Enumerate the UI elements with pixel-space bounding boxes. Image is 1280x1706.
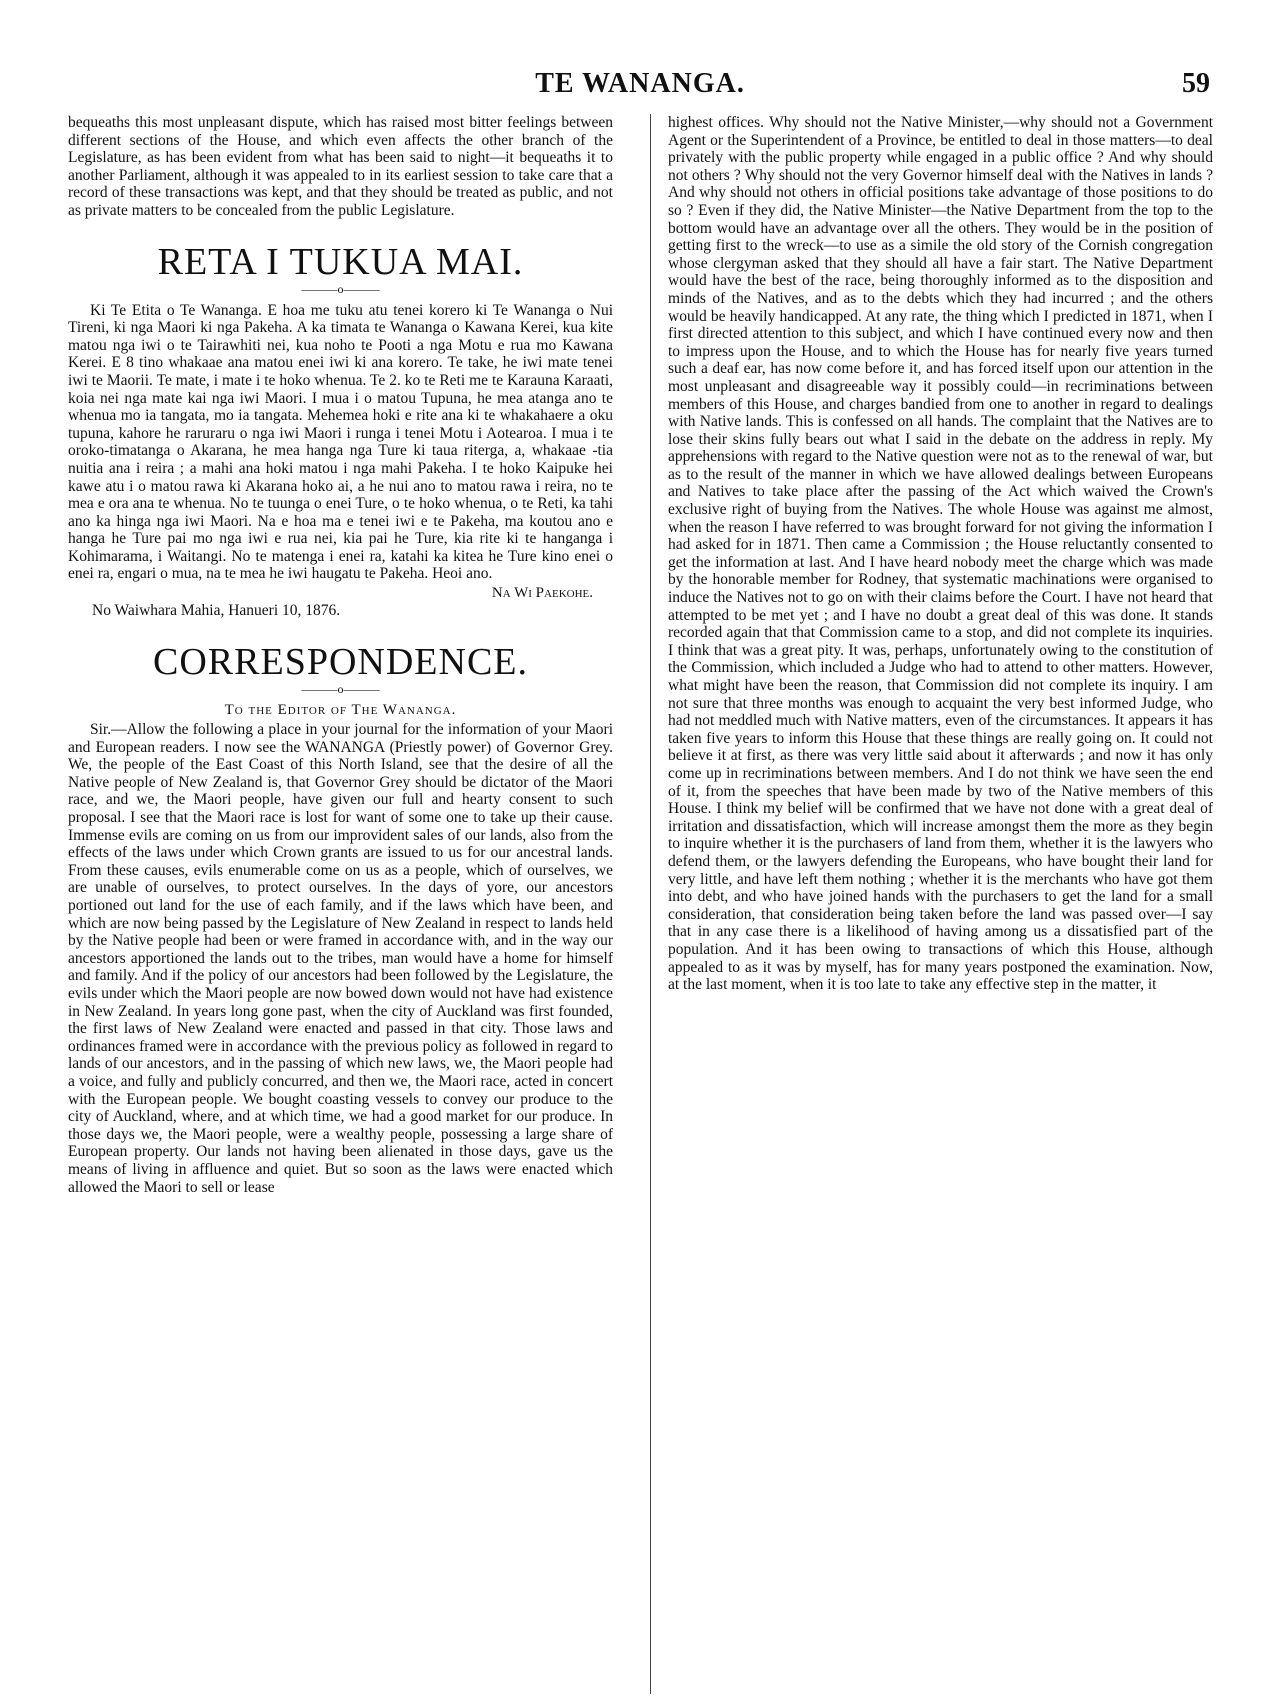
maori-letter-body: Ki Te Etita o Te Wananga. E hoa me tuku atu tenei korero ki Te Wananga o Nui Tireni, ki nga Maori ki nga Pakeha. A ka timata te Wananga o Kawana Kerei, kua kite matou nga iwi o te Tairawhiti nei, kua noho te Pooti a nga Motu e rua mo Kawana Kerei. E 8 tino whakaae ana matou enei iwi ki ana korero. Te take, he iwi mate tenei iwi te Maorii. Te mate, i mate i te hoko whenua. Te 2. ko te Reti me te Karauna Karaati, koia nei nga mate kai nga iwi Maori. I mua i o matou Tupuna, he mea atanga ano te whenua mo ia tangata, mo ia tangata. Mehemea hoki e rite ana ki te whakahaere a oku tupuna, kahore he raruraru o nga iwi Maori i runga i tenei Motu i Aotearoa. I mua i te oroko-timatanga o Akarana, he mea hanga nga Ture ki taua riterga, a, whakaae -tia nuitia ana i reira ; a mahi ana hoki matou i nga mahi Pakeha. I te hoko Kaipuke hei kawe atu i o matou rawa ki Akarana hoko ai, a he nui ano to matou rawa i reira, no te mea e ora ana te whenua. No te tuunga o enei Ture, o te hoko whenua, o te Reti, ka tahi ano ka hinga nga iwi Maori. Na e hoa ma e tenei iwi e te Pakeha, ma koutou ano e hanga he Ture pai mo nga iwi e rua nei, kia pai he Ture, kia rite ki te hanganga i Kohimarama, i Waitangi. No te matenga i enei ra, katahi ka kitea he Ture kino enei o enei ra, engari o mua, na te mea he iwi haugatu te Pakeha. Heoi ano. [68,301,613,583]
letter-signature: Na Wi Paekohe. [491,585,593,602]
title-ornament: ———o——— [301,682,380,697]
column-divider [650,114,651,1694]
speech-body: highest offices. Why should not the Native Minister,—why should not a Government Agent or the Superintendent of a Province, be entitled to deal in those matters—to deal privately with the public property while engaged in a public office ? And why should not others ? Why should not the very Governor himself deal with the Natives in lands ? And why should not others in official positions take advantage of those positions to do so ? Even if they did, the Native Minister—the Native Department from the top to the bottom would have an advantage over all the others. They would be in the position of getting first to the wreck—to use as a simile the old story of the Cornish congregation whose clergyman asked that they should all have a fair start. The Native Department would have the best of the race, being thoroughly informed as to the disposition and minds of the Natives, and as to the debts which they had incurred ; and the others would be heavily handicapped. At any rate, the thing which I predicted in 1871, when I first directed attention to this subject, and which I have continued every now and then to impress upon the House, and to which the House has for nearly five years turned such a deaf ear, has now come before it, and has forced itself upon our attention in the most unpleasant and disagreeable way it possibly could—in recriminations between members of this House, and charges bandied from one to another in regard to dealings with Native lands. This is confessed on all hands. The complaint that the Natives are to lose their skins fully bears out what I said in the debate on the address in reply. My apprehensions with regard to the Native question were not as to the renewal of war, but as to the result of the manner in which we have allowed dealings between Europeans and Natives to take place after the passing of the Act which waived the Crown's exclusive right of buying from the Natives. The whole House was against me almost, when the reason I have referred to was brought forward for not giving the information I had asked for in 1871. Then came a Commission ; the House reluctantly consented to get the information at last. And I have heard nobody meet the charge which was made by the honorable member for Rodney, that systematic machinations were organised to induce the Natives not to go on with their claims before the Court. I have not heard that attempted to be met yet ; and I have no doubt a great deal of this was done. It stands recorded again that that Commission came to a stop, and did not complete its inquiries. I think that was a great pity. It was, perhaps, unfortunately owing to the constitution of the Commission, which included a Judge who had to attend to other matters. However, what might have been the reason, that Commission did not complete its inquiry. I am not sure that three months was enough to acquaint the very best informed Judge, who had not meddled much with Native matters, even of the circumstances. It appears it has taken five years to inform this House that these things are really going on. It could not believe it at first, as there was very little said about it afterwards ; and now it has only come up in recriminations between members. And I do not think we have seen the end of it, from the speeches that have been made by two of the Native members of this House. I think my belief will be confirmed that we have not done with a great deal of irritation and dissatisfaction, which will increase amongst them the more as they begin to inquire whether it is the purchasers of land from them, whether it is the lawyers who defend them, or the lawyers defending the Europeans, who have bought their land for very little, and have left them nothing ; whether it is the merchants who have got them into debt, and who have joined hands with the purchasers to get the land for a small consideration, that consideration being taken before the land was passed over—I say that in any case there is a likelihood of having among us a dissatisfied part of the population. And it has been owing to transactions of which this House, although appealed to as it was by myself, has for many years postponed the examination. Now, at the last moment, when it is too late to take any effective step in the matter, it [668,114,1213,994]
title-ornament: ———o——— [301,281,380,296]
newspaper-title: TE WANANGA. [535,68,745,99]
left-column [68,114,613,1694]
letter-addressee: To the Editor of The Wananga. [224,702,457,719]
right-column [668,114,1213,1694]
page-header [70,66,1210,106]
correspondence-body: Sir.—Allow the following a place in your journal for the information of your Maori and European readers. I now see the WANANGA (Priestly power) of Governor Grey. We, the people of the East Coast of this North Island, see that the desire of all the Native people of New Zealand is, that Governor Grey should be dictator of the Maori race, and we, the Maori people, have given our full and hearty consent to such proposal. I see that the Maori race is lost for want of some one to take up their cause. Immense evils are coming on us from our improvident sales of our lands, also from the effects of the laws under which Crown grants are issued to us for our ancestral lands. From these causes, evils enumerable come on us as a people, which of ourselves, we are unable of ourselves, to protect ourselves. In the days of yore, our ancestors portioned out land for the use of each family, and if the laws which have been, and which are now being passed by the Legislature of New Zealand in respect to lands held by the Native people had been or were framed in accordance with, and in the way our ancestors apportioned the lands out to the tribes, man would have a home for himself and family. And if the policy of our ancestors had been followed by the Legislature, the evils under which the Maori people are now bowed down would not have had existence in New Zealand. In years long gone past, when the city of Auckland was first founded, the first laws of New Zealand were enacted and passed in that city. Those laws and ordinances framed were in accordance with the previous policy as followed in regard to lands of our ancestors, and in the passing of which new laws, we, the Maori people had a voice, and fully and publicly concurred, and then we, the Maori race, acted in concert with the European people. We bought coasting vessels to convey our produce to the city of Auckland, where, and at which time, we had a good market for our produce. In those days we, the Maori people, were a wealthy people, possessing a large share of European property. Our lands not having been alienated in those days, gave us the means of living in affluence and quiet. But so soon as the laws were enacted which allowed the Maori to sell or lease [68,721,613,1196]
section-title-correspondence: CORRESPONDENCE. [153,641,528,684]
speech-continuation: bequeaths this most unpleasant dispute, which has raised most bitter feelings between different sections of the House, and which even affects the other branch of the Legislature, as has been evident from what has been said to night—it bequeaths it to another Parliament, although it was appealed to in its earliest session to take care that a record of these transactions was kept, and that they should be treated as public, and not as private matters to be concealed from the public Legislature. [68,114,613,219]
letter-place-date: No Waiwhara Mahia, Hanueri 10, 1876. [92,602,341,620]
section-title-reta: RETA I TUKUA MAI. [157,240,524,283]
page-number: 59 [1182,68,1210,99]
